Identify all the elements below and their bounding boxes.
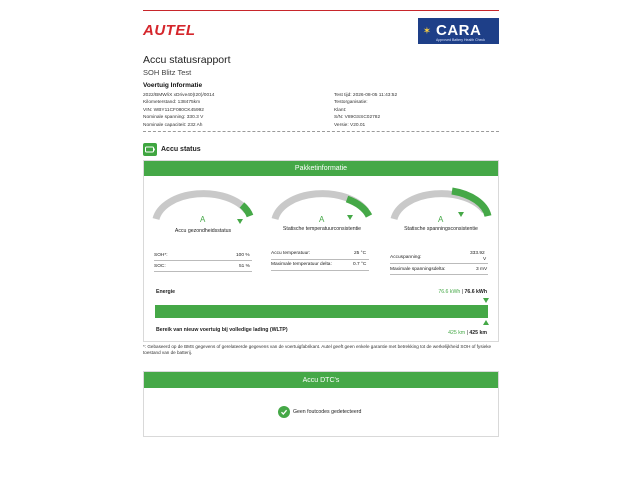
soc-underline [154, 271, 252, 272]
dtc-message: Geen foutcodes gedetecteerd [293, 409, 362, 415]
footnote: *: Gebaseerd op de BMS gegevens of gerelateerde gegevens van de voertuigfabrikant. Autel geeft geen enkele garantie met betrekking tot de werkelijkheid SOH of fysieke toestand van de batterij. [143, 344, 492, 355]
range-current: 425 km [448, 330, 466, 336]
range-total: 425 km [469, 330, 487, 336]
vehicle-info-heading: Voertuig Informatie [143, 82, 203, 89]
soh-label: SOH*: [154, 253, 168, 258]
voltage-delta-label: Maximale spanningsdelta: [390, 267, 446, 272]
health-grade: A [200, 215, 206, 224]
health-gauge-label: Accu gezondheidsstatus [174, 228, 232, 234]
accu-temperature-label: Accu temperatuur: [271, 251, 311, 256]
battery-icon [143, 143, 157, 156]
vehicle-info-right [334, 92, 397, 129]
energy-label: Energie [156, 289, 176, 295]
accu-temperature-value: 25 °C [354, 251, 367, 256]
temperature-gauge [263, 185, 381, 232]
dtc-panel [143, 371, 499, 437]
battery-status-header [143, 142, 201, 156]
pack-info-heading: Pakketinformatie [144, 161, 498, 176]
energy-bar [155, 305, 488, 318]
range-separator: | [466, 330, 468, 336]
test-organisation: Testorganisatie: [334, 100, 368, 106]
voltage-delta-underline [390, 274, 488, 275]
nominal-capacity: Nominale capaciteit: 232 Ah [143, 122, 203, 128]
temperature-gauge-label: Statische temperatuurconsistentie [282, 226, 362, 232]
pack-voltage-value: 333.92 [470, 251, 485, 256]
pack-voltage-underline [390, 263, 488, 264]
range-marker [483, 320, 489, 325]
soh-value: 100 % [236, 253, 250, 258]
autel-logo: AUTEL [143, 22, 196, 39]
dtc-heading: Accu DTC's [144, 372, 498, 388]
range-values [448, 330, 487, 336]
vehicle-model: 2022/BMW/iX xDrive40(I20)/0014 [143, 93, 215, 98]
dtc-result [278, 406, 361, 418]
nominal-voltage: Nominale spanning: 330.3 V [143, 115, 204, 121]
energy-values [438, 289, 487, 295]
energy-current: 76.6 kWh [438, 289, 461, 295]
voltage-gauge [382, 185, 500, 232]
range-label: Bereik van nieuw voertuig bij volledige lading (WLTP) [156, 327, 288, 333]
version: Versie: V20.01 [334, 122, 366, 128]
vehicle-info-left [143, 92, 214, 129]
pack-info-panel [143, 160, 499, 342]
voltage-delta-value: 3 mV [476, 267, 488, 272]
health-gauge [144, 185, 262, 234]
odometer: Kilometerstand: 138475km [143, 100, 201, 106]
section-divider [143, 131, 499, 132]
energy-total: 76.6 kWh [464, 289, 487, 295]
report-page [143, 0, 499, 480]
temperature-grade: A [319, 215, 325, 224]
temperature-delta-label: Maximale temperatuur delta: [271, 262, 332, 267]
soc-label: SOC: [154, 264, 166, 269]
pack-voltage-label: Accuspanning: [390, 255, 422, 260]
stars-icon: ✶ [422, 25, 432, 37]
energy-separator: | [461, 289, 464, 295]
serial-number: S/N: V89GSSC02782 [334, 115, 381, 121]
temperature-delta-value: 0.7 °C [353, 262, 367, 267]
test-time: Test tijd: 2026-08-05 11:43:52 [334, 93, 398, 98]
accu-temperature-underline [271, 259, 369, 260]
voltage-grade: A [438, 215, 444, 224]
vin: VIN: WBY11CF080CK45992 [143, 107, 204, 113]
check-icon [278, 406, 290, 418]
soh-underline [154, 260, 252, 261]
page-subtitle: SOH Blitz Test [143, 68, 192, 77]
energy-marker [483, 298, 489, 303]
soc-value: 51 % [239, 264, 250, 269]
header-rule [143, 10, 499, 11]
pack-voltage-unit: V [483, 257, 487, 262]
voltage-gauge-label: Statische spanningsconsistentie [404, 226, 478, 232]
battery-status-title: Accu status [161, 145, 201, 153]
page-title: Accu statusrapport [143, 54, 231, 66]
cara-logo: ✶ CARA Approved Battery Health Check [418, 18, 499, 44]
customer: Klant: [334, 107, 347, 113]
temperature-delta-underline [271, 270, 369, 271]
